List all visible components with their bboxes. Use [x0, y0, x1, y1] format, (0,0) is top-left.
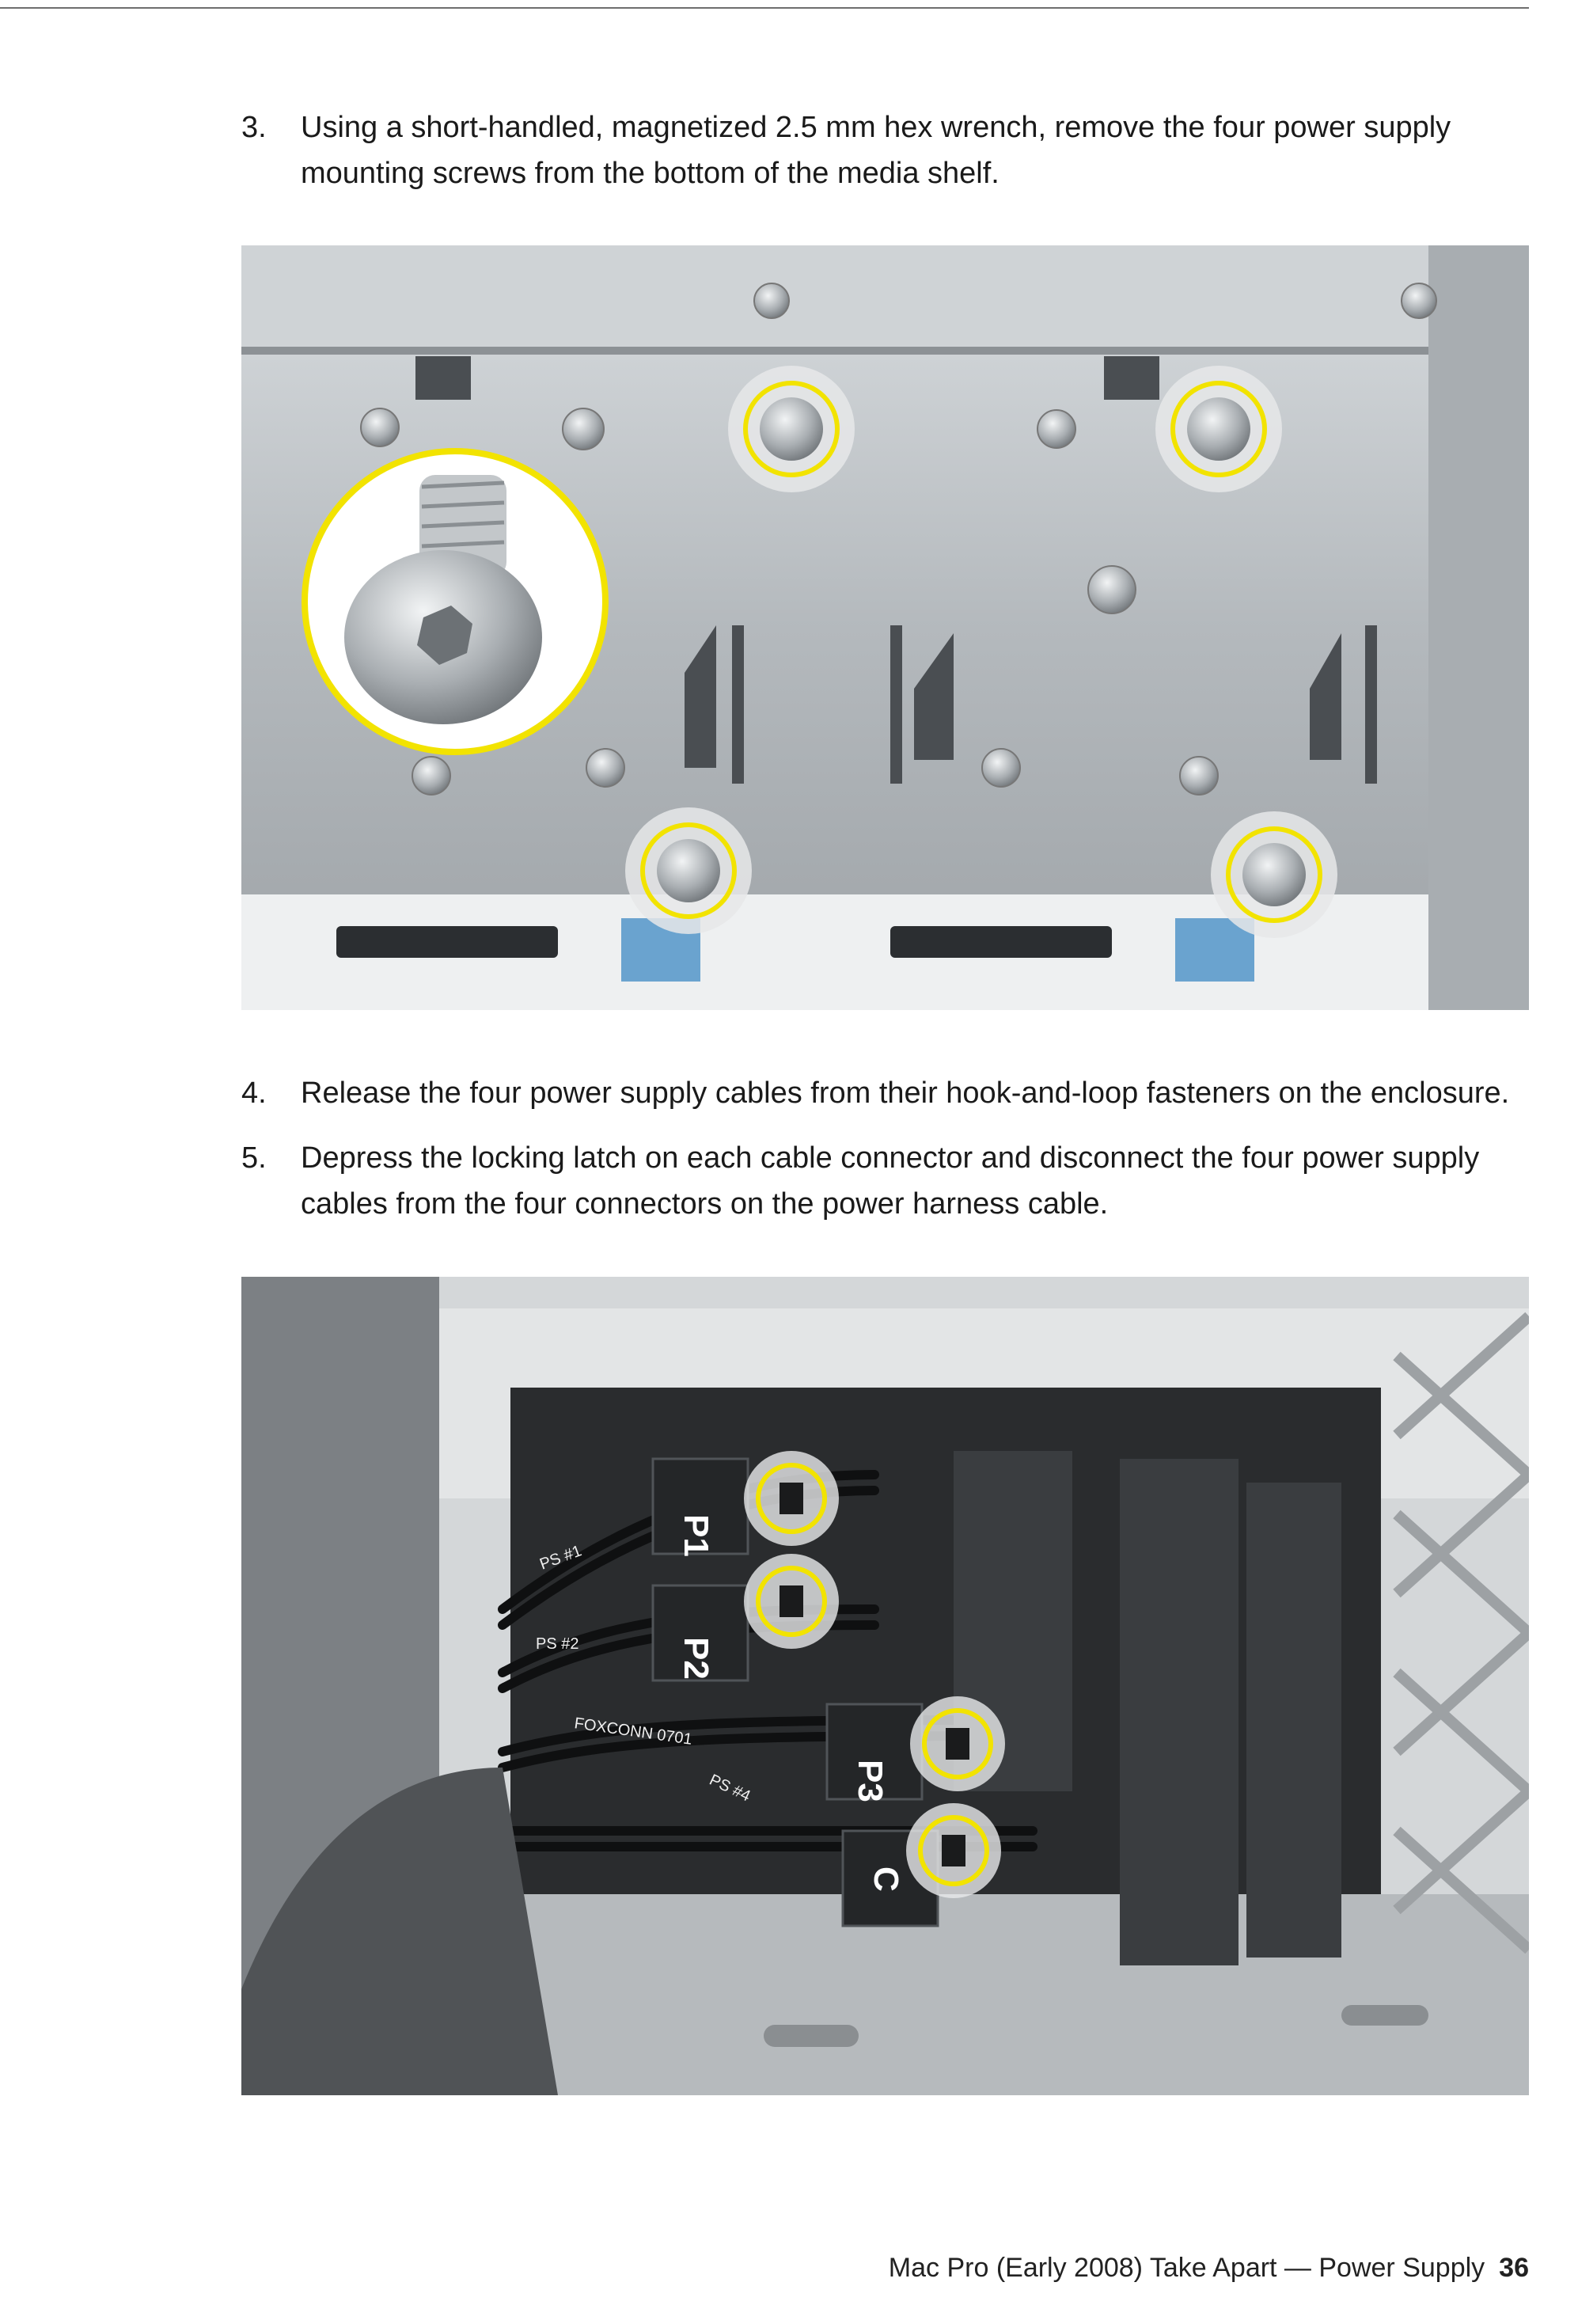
cable-label-ps4: PS #4: [706, 1771, 753, 1806]
power-harness-photo: [241, 1277, 1529, 2095]
cable-label-ps1: PS #1: [537, 1542, 584, 1574]
step-number: 5.: [241, 1141, 267, 1175]
cable-label-foxconn: FOXCONN 0701: [573, 1715, 693, 1749]
connector-label-p1: P1: [677, 1514, 715, 1557]
connector-label-c: C: [867, 1866, 905, 1892]
step-text: Depress the locking latch on each cable connector and disconnect the four power supply cables from the four connectors on the power harness cable.: [301, 1141, 1480, 1221]
footer-title: Mac Pro (Early 2008) Take Apart — Power Supply: [888, 2253, 1485, 2283]
step-number: 4.: [241, 1077, 267, 1110]
connector-label-p2: P2: [677, 1637, 715, 1680]
connector-label-p3: P3: [851, 1760, 890, 1802]
page-number: 36: [1499, 2253, 1529, 2283]
step-text: Release the four power supply cables from their hook-and-loop fasteners on the enclosure.: [301, 1077, 1510, 1110]
cable-label-ps2: PS #2: [536, 1635, 579, 1653]
top-rule: [0, 7, 1529, 9]
step-number: 3.: [241, 111, 267, 144]
step-text: Using a short-handled, magnetized 2.5 mm hex wrench, remove the four power supply mounting screws from the bottom of the media shelf.: [301, 111, 1451, 190]
page-footer: [889, 2248, 1529, 2288]
media-shelf-photo: [241, 245, 1529, 1010]
